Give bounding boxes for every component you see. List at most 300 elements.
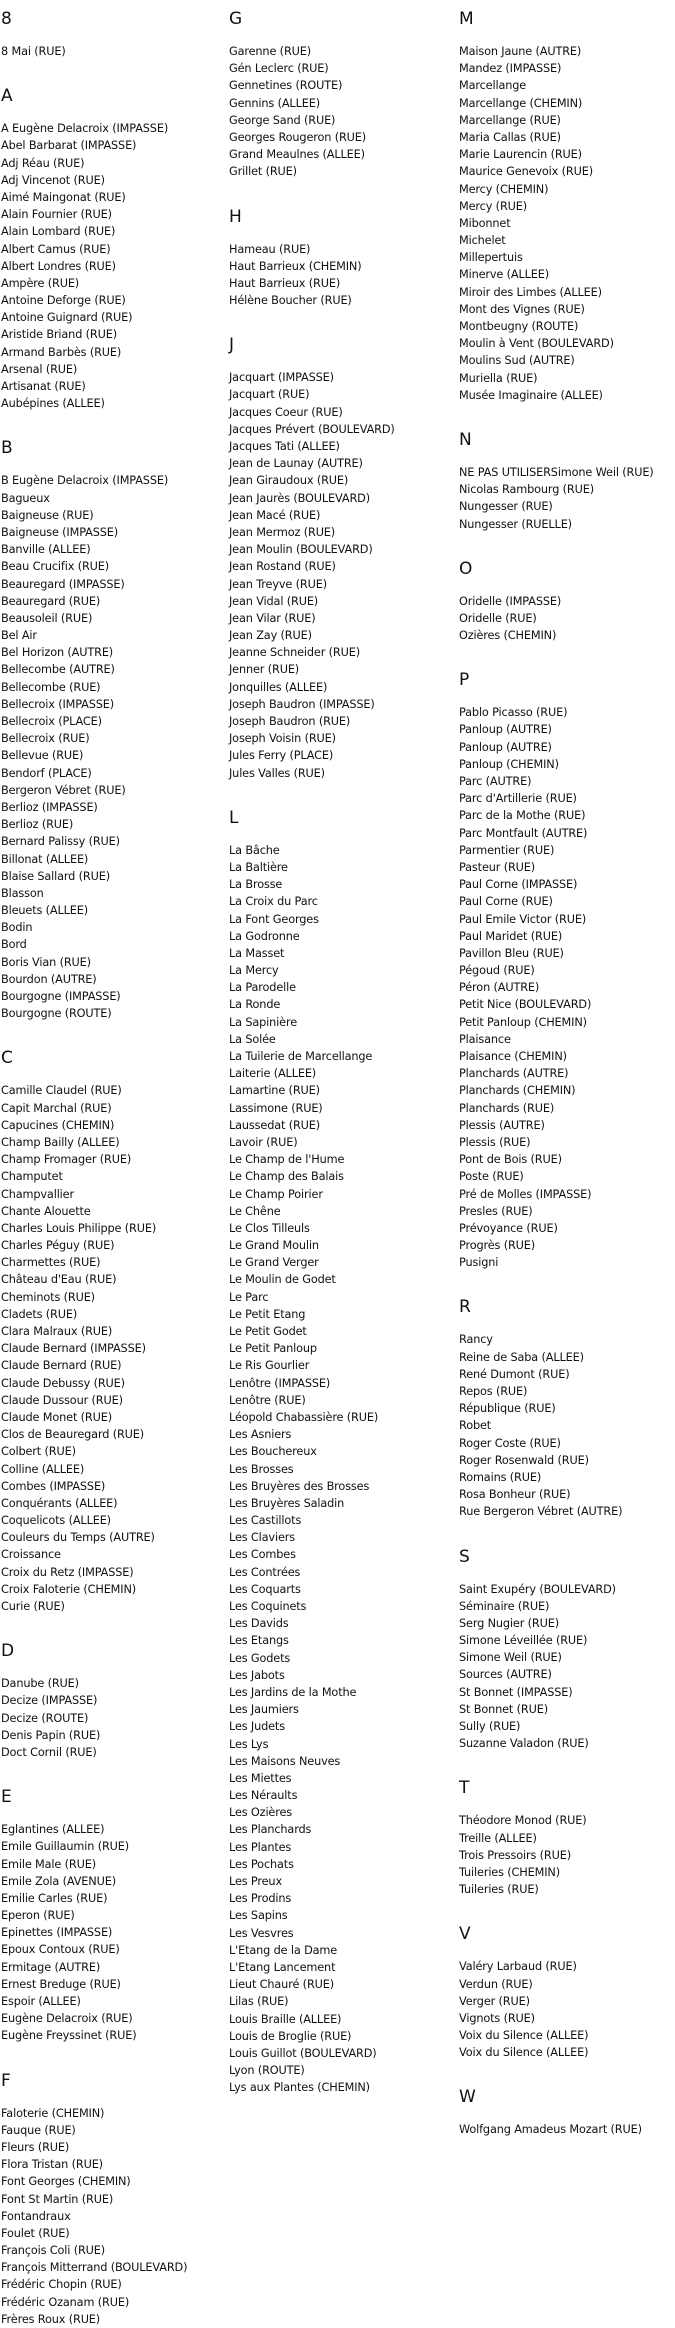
street-link[interactable]: Champvallier	[1, 1187, 74, 1201]
street-link[interactable]: Jacques Tati (ALLEE)	[229, 440, 340, 453]
street-link[interactable]: Jean Vidal (RUE)	[229, 594, 319, 608]
street-link[interactable]: Font St Martin (RUE)	[1, 2192, 114, 2206]
street-link[interactable]: Miroir des Limbes (ALLEE)	[459, 285, 602, 299]
street-link[interactable]: Laiterie (ALLEE)	[229, 1067, 317, 1081]
street-link[interactable]: Billonat (ALLEE)	[1, 852, 89, 866]
street-link[interactable]: Le Grand Moulin	[229, 1239, 319, 1253]
street-link[interactable]: Frédéric Ozanam (RUE)	[1, 2295, 130, 2309]
street-link[interactable]: Le Petit Panloup	[229, 1342, 317, 1356]
street-link[interactable]: Bord	[1, 938, 27, 952]
street-link[interactable]: Les Plantes	[229, 1840, 292, 1854]
street-link[interactable]: Voix du Silence (ALLEE)	[459, 2046, 589, 2060]
street-link[interactable]: Les Brosses	[229, 1462, 294, 1476]
street-link[interactable]: Charles Péguy (RUE)	[1, 1239, 115, 1253]
street-link[interactable]: Paul Emile Victor (RUE)	[459, 912, 587, 926]
street-link[interactable]: Lyon (ROUTE)	[229, 2064, 305, 2078]
street-link[interactable]: Presles (RUE)	[459, 1204, 533, 1218]
street-link[interactable]: Les Castillots	[229, 1514, 302, 1528]
street-link[interactable]: Roger Rosenwald (RUE)	[459, 1453, 589, 1467]
street-link[interactable]: Jonquilles (ALLEE)	[229, 680, 328, 694]
street-link[interactable]: Hameau (RUE)	[229, 242, 311, 256]
street-link[interactable]: Parmentier (RUE)	[459, 843, 555, 857]
street-link[interactable]: Moulins Sud (AUTRE)	[459, 354, 575, 368]
street-link[interactable]: Les Claviers	[229, 1531, 295, 1545]
street-link[interactable]: Jacquart (IMPASSE)	[229, 371, 334, 385]
street-link[interactable]: Rosa Bonheur (RUE)	[459, 1488, 571, 1502]
street-link[interactable]: Emile Zola (AVENUE)	[1, 1874, 116, 1888]
street-link[interactable]: Baigneuse (RUE)	[1, 508, 94, 522]
street-link[interactable]: Le Clos Tilleuls	[229, 1221, 310, 1235]
street-link[interactable]: Pablo Picasso (RUE)	[459, 706, 568, 720]
street-link[interactable]: Croix Faloterie (CHEMIN)	[1, 1582, 137, 1596]
street-link[interactable]: Nungesser (RUELLE)	[459, 517, 572, 531]
street-link[interactable]: Péron (AUTRE)	[459, 981, 540, 995]
street-link[interactable]: Le Ris Gourlier	[229, 1359, 310, 1373]
street-link[interactable]: Les Jaumiers	[229, 1703, 299, 1717]
street-link[interactable]: Jacques Coeur (RUE)	[229, 405, 343, 419]
street-link[interactable]: Claude Monet (RUE)	[1, 1410, 112, 1424]
street-link[interactable]: Treille (ALLEE)	[459, 1831, 537, 1845]
street-link[interactable]: Bellecombe (AUTRE)	[1, 663, 115, 677]
street-link[interactable]: Planchards (RUE)	[459, 1101, 555, 1115]
street-link[interactable]: Gén Leclerc (RUE)	[229, 62, 329, 76]
street-link[interactable]: Emile Guillaumin (RUE)	[1, 1840, 130, 1854]
street-link[interactable]: Conquérants (ALLEE)	[1, 1496, 118, 1510]
street-link[interactable]: Alain Fournier (RUE)	[1, 208, 112, 222]
street-link[interactable]: Foulet (RUE)	[1, 2226, 70, 2240]
street-link[interactable]: Bleuets (ALLEE)	[1, 904, 89, 918]
street-link[interactable]: Champ Bailly (ALLEE)	[1, 1135, 120, 1149]
street-link[interactable]: Prévoyance (RUE)	[459, 1221, 558, 1235]
street-link[interactable]: Louis Braille (ALLEE)	[229, 2012, 342, 2026]
street-link[interactable]: Beauregard (IMPASSE)	[1, 577, 125, 591]
street-link[interactable]: Lilas (RUE)	[229, 1995, 289, 2009]
street-link[interactable]: Claude Dussour (RUE)	[1, 1393, 123, 1407]
street-link[interactable]: Les Bruyères des Brosses	[229, 1479, 370, 1493]
street-link[interactable]: Grillet (RUE)	[229, 165, 297, 179]
street-link[interactable]: Bourgogne (IMPASSE)	[1, 990, 121, 1003]
street-link[interactable]: Fauque (RUE)	[1, 2123, 76, 2137]
street-link[interactable]: Bellecroix (RUE)	[1, 732, 90, 746]
street-link[interactable]: Paul Maridet (RUE)	[459, 929, 563, 943]
street-link[interactable]: Grand Meaulnes (ALLEE)	[229, 148, 365, 162]
street-link[interactable]: Ermitage (AUTRE)	[1, 1960, 101, 1974]
street-link[interactable]: Jules Valles (RUE)	[229, 766, 325, 780]
street-link[interactable]: La Brosse	[229, 878, 283, 892]
street-link[interactable]: Sources (AUTRE)	[459, 1668, 552, 1682]
street-link[interactable]: Serg Nugier (RUE)	[459, 1616, 559, 1630]
street-link[interactable]: Les Vesvres	[229, 1926, 294, 1940]
street-link[interactable]: La Baltière	[229, 860, 288, 874]
street-link[interactable]: Le Petit Etang	[229, 1307, 306, 1321]
street-link[interactable]: François Mitterrand (BOULEVARD)	[1, 2261, 188, 2275]
street-link[interactable]: Jean Moulin (BOULEVARD)	[229, 543, 373, 557]
street-link[interactable]: Joseph Voisin (RUE)	[229, 732, 336, 746]
street-link[interactable]: Banville (ALLEE)	[1, 543, 91, 557]
street-link[interactable]: Joseph Baudron (IMPASSE)	[229, 697, 375, 711]
street-link[interactable]: Bel Horizon (AUTRE)	[1, 646, 114, 660]
street-link[interactable]: Panloup (CHEMIN)	[459, 757, 559, 771]
street-link[interactable]: Rancy	[459, 1333, 493, 1347]
street-link[interactable]: Le Petit Godet	[229, 1325, 307, 1338]
street-link[interactable]: Joseph Baudron (RUE)	[229, 715, 351, 728]
street-link[interactable]: Emile Male (RUE)	[1, 1857, 96, 1871]
street-link[interactable]: Beauregard (RUE)	[1, 594, 101, 608]
street-link[interactable]: Plessis (AUTRE)	[459, 1118, 545, 1132]
street-link[interactable]: Jean Rostand (RUE)	[229, 560, 336, 574]
street-link[interactable]: Emilie Carles (RUE)	[1, 1891, 108, 1905]
street-link[interactable]: Les Preux	[229, 1875, 282, 1888]
street-link[interactable]: Capucines (CHEMIN)	[1, 1118, 115, 1132]
street-link[interactable]: Paul Corne (RUE)	[459, 895, 553, 909]
street-link[interactable]: Eglantines (ALLEE)	[1, 1823, 105, 1837]
street-link[interactable]: Plaisance (CHEMIN)	[459, 1050, 567, 1063]
street-link[interactable]: Doct Cornil (RUE)	[1, 1745, 97, 1759]
street-link[interactable]: Lys aux Plantes (CHEMIN)	[229, 2081, 370, 2095]
street-link[interactable]: Montbeugny (ROUTE)	[459, 320, 579, 333]
street-link[interactable]: Parc Montfault (AUTRE)	[459, 826, 588, 840]
street-link[interactable]: Beausoleil (RUE)	[1, 611, 93, 625]
street-link[interactable]: Cladets (RUE)	[1, 1307, 78, 1321]
street-link[interactable]: Berlioz (IMPASSE)	[1, 800, 98, 814]
street-link[interactable]: Michelet	[459, 234, 506, 248]
street-link[interactable]: Les Coquinets	[229, 1600, 307, 1613]
street-link[interactable]: Panloup (AUTRE)	[459, 723, 552, 737]
street-link[interactable]: Bourdon (AUTRE)	[1, 972, 97, 986]
street-link[interactable]: St Bonnet (RUE)	[459, 1702, 548, 1716]
street-link[interactable]: Laussedat (RUE)	[229, 1118, 321, 1132]
street-link[interactable]: Jules Ferry (PLACE)	[229, 749, 334, 763]
street-link[interactable]: Eugène Freyssinet (RUE)	[1, 2029, 137, 2043]
street-link[interactable]: La Mercy	[229, 964, 279, 978]
street-link[interactable]: Haut Barrieux (RUE)	[229, 276, 341, 290]
street-link[interactable]: Simone Léveillée (RUE)	[459, 1634, 588, 1648]
street-link[interactable]: Pont de Bois (RUE)	[459, 1153, 562, 1167]
street-link[interactable]: Chante Alouette	[1, 1204, 91, 1218]
street-link[interactable]: Les Contrées	[229, 1565, 301, 1579]
street-link[interactable]: Les Ozières	[229, 1806, 293, 1820]
street-link[interactable]: Parc (AUTRE)	[459, 775, 532, 788]
street-link[interactable]: Jean Treyve (RUE)	[229, 577, 327, 591]
street-link[interactable]: Couleurs du Temps (AUTRE)	[1, 1531, 155, 1545]
street-link[interactable]: Claude Bernard (IMPASSE)	[1, 1342, 146, 1356]
street-link[interactable]: Suzanne Valadon (RUE)	[459, 1737, 589, 1751]
street-link[interactable]: Léopold Chabassière (RUE)	[229, 1410, 379, 1424]
street-link[interactable]: Bel Air	[1, 629, 37, 643]
street-link[interactable]: Bernard Palissy (RUE)	[1, 835, 120, 849]
street-link[interactable]: Bodin	[1, 921, 33, 935]
street-link[interactable]: Les Coquarts	[229, 1582, 301, 1596]
street-link[interactable]: Les Etangs	[229, 1634, 289, 1648]
street-link[interactable]: La Tuilerie de Marcellange	[229, 1050, 373, 1063]
street-link[interactable]: Epinettes (IMPASSE)	[1, 1926, 113, 1940]
street-link[interactable]: Les Planchards	[229, 1823, 312, 1837]
street-link[interactable]: La Solée	[229, 1032, 276, 1046]
street-link[interactable]: Beau Crucifix (RUE)	[1, 560, 110, 574]
street-link[interactable]: Aristide Briand (RUE)	[1, 328, 117, 342]
street-link[interactable]: Gennetines (ROUTE)	[229, 79, 343, 93]
street-link[interactable]: Camille Claudel (RUE)	[1, 1084, 122, 1098]
street-link[interactable]: Les Maisons Neuves	[229, 1754, 341, 1768]
street-link[interactable]: Moulin à Vent (BOULEVARD)	[459, 337, 614, 351]
street-link[interactable]: Fleurs (RUE)	[1, 2140, 70, 2154]
street-link[interactable]: La Ronde	[229, 998, 281, 1012]
street-link[interactable]: Marcellange	[459, 79, 527, 93]
street-link[interactable]: Progrès (RUE)	[459, 1239, 536, 1253]
street-link[interactable]: Bergeron Vébret (RUE)	[1, 783, 126, 797]
street-link[interactable]: Georges Rougeron (RUE)	[229, 130, 367, 144]
street-link[interactable]: Abel Barbarat (IMPASSE)	[1, 139, 137, 153]
street-link[interactable]: L'Etang Lancement	[229, 1960, 336, 1974]
street-link[interactable]: Pusigni	[459, 1256, 499, 1270]
street-link[interactable]: Pré de Molles (IMPASSE)	[459, 1187, 592, 1201]
street-link[interactable]: Le Champ de l'Hume	[229, 1153, 345, 1167]
street-link[interactable]: Ernest Breduge (RUE)	[1, 1977, 121, 1991]
street-link[interactable]: Epoux Contoux (RUE)	[1, 1943, 120, 1957]
street-link[interactable]: Combes (IMPASSE)	[1, 1479, 106, 1493]
street-link[interactable]: Bellevue (RUE)	[1, 749, 84, 763]
street-link[interactable]: Poste (RUE)	[459, 1170, 524, 1184]
street-link[interactable]: Armand Barbès (RUE)	[1, 345, 122, 359]
street-link[interactable]: Ampère (RUE)	[1, 276, 80, 290]
street-link[interactable]: Garenne (RUE)	[229, 45, 312, 58]
street-link[interactable]: Denis Papin (RUE)	[1, 1728, 101, 1742]
street-link[interactable]: Arsenal (RUE)	[1, 362, 78, 376]
street-link[interactable]: Champ Fromager (RUE)	[1, 1153, 132, 1167]
street-link[interactable]: Adj Vincenot (RUE)	[1, 173, 105, 187]
street-link[interactable]: Pavillon Bleu (RUE)	[459, 946, 564, 960]
street-link[interactable]: Maria Callas (RUE)	[459, 130, 561, 144]
street-link[interactable]: Fontandraux	[1, 2209, 71, 2223]
street-link[interactable]: Minerve (ALLEE)	[459, 268, 550, 282]
street-link[interactable]: Tuileries (CHEMIN)	[459, 1865, 560, 1879]
street-link[interactable]: Le Parc	[229, 1290, 269, 1304]
street-link[interactable]: Petit Panloup (CHEMIN)	[459, 1015, 587, 1029]
street-link[interactable]: La Sapinière	[229, 1015, 298, 1029]
street-link[interactable]: Capit Marchal (RUE)	[1, 1101, 112, 1115]
street-link[interactable]: Clos de Beauregard (RUE)	[1, 1428, 145, 1442]
street-link[interactable]: Colbert (RUE)	[1, 1445, 76, 1459]
street-link[interactable]: Wolfgang Amadeus Mozart (RUE)	[459, 2123, 642, 2137]
street-link[interactable]: Espoir (ALLEE)	[1, 1995, 81, 2008]
street-link[interactable]: Roger Coste (RUE)	[459, 1436, 561, 1450]
street-link[interactable]: Lavoir (RUE)	[229, 1135, 298, 1149]
street-link[interactable]: Les Néraults	[229, 1789, 298, 1803]
street-link[interactable]: Faloterie (CHEMIN)	[1, 2106, 105, 2120]
street-link[interactable]: Le Chêne	[229, 1204, 281, 1218]
street-link[interactable]: Les Judets	[229, 1720, 285, 1734]
street-link[interactable]: Les Combes	[229, 1548, 296, 1562]
street-link[interactable]: Parc d'Artillerie (RUE)	[459, 792, 577, 806]
street-link[interactable]: République (RUE)	[459, 1402, 556, 1416]
street-link[interactable]: Marcellange (CHEMIN)	[459, 96, 583, 110]
street-link[interactable]: Claude Debussy (RUE)	[1, 1376, 125, 1390]
street-link[interactable]: Frédéric Chopin (RUE)	[1, 2278, 122, 2292]
street-link[interactable]: Jean Giraudoux (RUE)	[229, 474, 349, 488]
street-link[interactable]: Les Godets	[229, 1651, 291, 1665]
street-link[interactable]: Pasteur (RUE)	[459, 860, 536, 874]
street-link[interactable]: Lenôtre (IMPASSE)	[229, 1376, 331, 1390]
street-link[interactable]: La Font Georges	[229, 912, 319, 926]
street-link[interactable]: Jean Macé (RUE)	[229, 508, 321, 522]
street-link[interactable]: Charles Louis Philippe (RUE)	[1, 1221, 157, 1235]
street-link[interactable]: Voix du Silence (ALLEE)	[459, 2029, 589, 2043]
street-link[interactable]: Champutet	[1, 1170, 63, 1184]
street-link[interactable]: La Parodelle	[229, 981, 296, 995]
street-link[interactable]: Verger (RUE)	[459, 1994, 530, 2008]
street-link[interactable]: Lieut Chauré (RUE)	[229, 1978, 335, 1992]
street-link[interactable]: Aubépines (ALLEE)	[1, 397, 105, 411]
street-link[interactable]: Les Miettes	[229, 1771, 292, 1785]
street-link[interactable]: Blasson	[1, 886, 44, 900]
street-link[interactable]: Jean Jaurès (BOULEVARD)	[229, 491, 370, 505]
street-link[interactable]: B Eugène Delacroix (IMPASSE)	[1, 474, 169, 488]
street-link[interactable]: Berlioz (RUE)	[1, 818, 74, 832]
street-link[interactable]: Marcellange (RUE)	[459, 113, 561, 127]
street-link[interactable]: Verdun (RUE)	[459, 1977, 533, 1991]
street-link[interactable]: Nungesser (RUE)	[459, 500, 553, 514]
street-link[interactable]: La Croix du Parc	[229, 895, 318, 909]
street-link[interactable]: Nicolas Rambourg (RUE)	[459, 483, 594, 497]
street-link[interactable]: Séminaire (RUE)	[459, 1599, 550, 1613]
street-link[interactable]: Plessis (RUE)	[459, 1135, 531, 1149]
street-link[interactable]: Les Prodins	[229, 1892, 292, 1906]
street-link[interactable]: Bellecroix (IMPASSE)	[1, 697, 115, 711]
street-link[interactable]: Jacquart (RUE)	[229, 388, 310, 402]
street-link[interactable]: St Bonnet (IMPASSE)	[459, 1685, 573, 1699]
street-link[interactable]: Antoine Guignard (RUE)	[1, 311, 133, 325]
street-link[interactable]: Reine de Saba (ALLEE)	[459, 1350, 584, 1364]
street-link[interactable]: Jenner (RUE)	[229, 663, 300, 677]
street-link[interactable]: Millepertuis	[459, 251, 523, 265]
street-link[interactable]: Mandez (IMPASSE)	[459, 62, 562, 76]
street-link[interactable]: Frères Roux (RUE)	[1, 2312, 101, 2326]
street-link[interactable]: Decize (ROUTE)	[1, 1711, 89, 1725]
street-link[interactable]: Bourgogne (ROUTE)	[1, 1007, 112, 1021]
street-link[interactable]: Les Pochats	[229, 1857, 294, 1871]
street-link[interactable]: Paul Corne (IMPASSE)	[459, 878, 578, 892]
street-link[interactable]: Charmettes (RUE)	[1, 1256, 101, 1270]
street-link[interactable]: Le Champ Poirier	[229, 1187, 323, 1201]
street-link[interactable]: Les Asniers	[229, 1428, 292, 1442]
street-link[interactable]: Les Sapins	[229, 1909, 288, 1923]
street-link[interactable]: Petit Nice (BOULEVARD)	[459, 998, 592, 1012]
street-link[interactable]: La Godronne	[229, 929, 300, 943]
street-link[interactable]: Jean Vilar (RUE)	[229, 611, 316, 625]
street-link[interactable]: Jean Mermoz (RUE)	[229, 525, 336, 539]
street-link[interactable]: 8 Mai (RUE)	[1, 45, 66, 58]
street-link[interactable]: Robet	[459, 1419, 492, 1433]
street-link[interactable]: Gennins (ALLEE)	[229, 96, 320, 110]
street-link[interactable]: Bendorf (PLACE)	[1, 766, 92, 780]
street-link[interactable]: Danube (RUE)	[1, 1677, 79, 1691]
street-link[interactable]: Coquelicots (ALLEE)	[1, 1514, 111, 1528]
street-link[interactable]: Rue Bergeron Vébret (AUTRE)	[459, 1505, 623, 1519]
street-link[interactable]: Antoine Deforge (RUE)	[1, 294, 126, 308]
street-link[interactable]: Muriella (RUE)	[459, 371, 538, 385]
street-link[interactable]: Croix du Retz (IMPASSE)	[1, 1565, 134, 1579]
street-link[interactable]: Plaisance	[459, 1032, 511, 1046]
street-link[interactable]: Les Jabots	[229, 1668, 285, 1682]
street-link[interactable]: Mercy (CHEMIN)	[459, 182, 549, 196]
street-link[interactable]: La Bâche	[229, 843, 280, 857]
street-link[interactable]: La Masset	[229, 946, 285, 960]
street-link[interactable]: Aimé Maingonat (RUE)	[1, 190, 126, 204]
street-link[interactable]: Mercy (RUE)	[459, 199, 528, 213]
street-link[interactable]: Jacques Prévert (BOULEVARD)	[229, 422, 395, 436]
street-link[interactable]: Vignots (RUE)	[459, 2011, 535, 2025]
street-link[interactable]: Maison Jaune (AUTRE)	[459, 45, 582, 58]
street-link[interactable]: Oridelle (IMPASSE)	[459, 594, 562, 608]
street-link[interactable]: Lassimone (RUE)	[229, 1101, 323, 1115]
street-link[interactable]: Les Jardins de la Mothe	[229, 1685, 357, 1699]
street-link[interactable]: Eugène Delacroix (RUE)	[1, 2012, 133, 2026]
street-link[interactable]: George Sand (RUE)	[229, 113, 336, 127]
street-link[interactable]: Marie Laurencin (RUE)	[459, 148, 582, 162]
street-link[interactable]: Repos (RUE)	[459, 1385, 528, 1398]
street-link[interactable]: Le Grand Verger	[229, 1256, 319, 1270]
street-link[interactable]: René Dumont (RUE)	[459, 1367, 570, 1381]
street-link[interactable]: Boris Vian (RUE)	[1, 955, 91, 969]
street-link[interactable]: Trois Pressoirs (RUE)	[459, 1848, 571, 1862]
street-link[interactable]: Sully (RUE)	[459, 1720, 521, 1733]
street-link[interactable]: Blaise Sallard (RUE)	[1, 869, 110, 883]
street-link[interactable]: Adj Réau (RUE)	[1, 156, 85, 170]
street-link[interactable]: Claude Bernard (RUE)	[1, 1359, 122, 1373]
street-link[interactable]: Musée Imaginaire (ALLEE)	[459, 388, 603, 402]
street-link[interactable]: Clara Malraux (RUE)	[1, 1325, 113, 1338]
street-link[interactable]: Panloup (AUTRE)	[459, 740, 552, 754]
street-link[interactable]: Mont des Vignes (RUE)	[459, 302, 585, 316]
street-link[interactable]: Curie (RUE)	[1, 1600, 65, 1613]
street-link[interactable]: Louis de Broglie (RUE)	[229, 2029, 352, 2043]
street-link[interactable]: Bellecroix (PLACE)	[1, 715, 102, 728]
street-link[interactable]: Planchards (AUTRE)	[459, 1067, 569, 1081]
street-link[interactable]: Bellecombe (RUE)	[1, 680, 101, 694]
street-link[interactable]: Albert Londres (RUE)	[1, 259, 116, 273]
street-link[interactable]: Valéry Larbaud (RUE)	[459, 1960, 577, 1974]
street-link[interactable]: Colline (ALLEE)	[1, 1462, 85, 1476]
street-link[interactable]: L'Etang de la Dame	[229, 1943, 338, 1957]
street-link[interactable]: NE PAS UTILISERSimone Weil (RUE)	[459, 465, 654, 479]
street-link[interactable]: Jeanne Schneider (RUE)	[229, 646, 360, 660]
street-link[interactable]: Saint Exupéry (BOULEVARD)	[459, 1582, 616, 1596]
street-link[interactable]: Pégoud (RUE)	[459, 964, 535, 978]
street-link[interactable]: Les Bruyères Saladin	[229, 1496, 345, 1510]
street-link[interactable]: Decize (IMPASSE)	[1, 1694, 98, 1708]
street-link[interactable]: Lamartine (RUE)	[229, 1084, 320, 1098]
street-link[interactable]: Tuileries (RUE)	[459, 1883, 539, 1897]
street-link[interactable]: Ozières (CHEMIN)	[459, 629, 557, 643]
street-link[interactable]: Baigneuse (IMPASSE)	[1, 525, 119, 539]
street-link[interactable]: Font Georges (CHEMIN)	[1, 2175, 131, 2189]
street-link[interactable]: Mibonnet	[459, 216, 511, 230]
street-link[interactable]: Oridelle (RUE)	[459, 611, 537, 625]
street-link[interactable]: Romains (RUE)	[459, 1470, 542, 1484]
street-link[interactable]: Bagueux	[1, 491, 50, 505]
street-link[interactable]: Parc de la Mothe (RUE)	[459, 809, 586, 823]
street-link[interactable]: Lenôtre (RUE)	[229, 1393, 306, 1407]
street-link[interactable]: Croissance	[1, 1548, 61, 1562]
street-link[interactable]: Alain Lombard (RUE)	[1, 225, 116, 239]
street-link[interactable]: Artisanat (RUE)	[1, 380, 86, 393]
street-link[interactable]: Haut Barrieux (CHEMIN)	[229, 259, 362, 273]
street-link[interactable]: Planchards (CHEMIN)	[459, 1084, 576, 1098]
street-link[interactable]: Hélène Boucher (RUE)	[229, 294, 352, 308]
street-link[interactable]: Les Bouchereux	[229, 1445, 317, 1459]
street-link[interactable]: Le Champ des Balais	[229, 1170, 344, 1184]
street-link[interactable]: A Eugène Delacroix (IMPASSE)	[1, 122, 169, 136]
